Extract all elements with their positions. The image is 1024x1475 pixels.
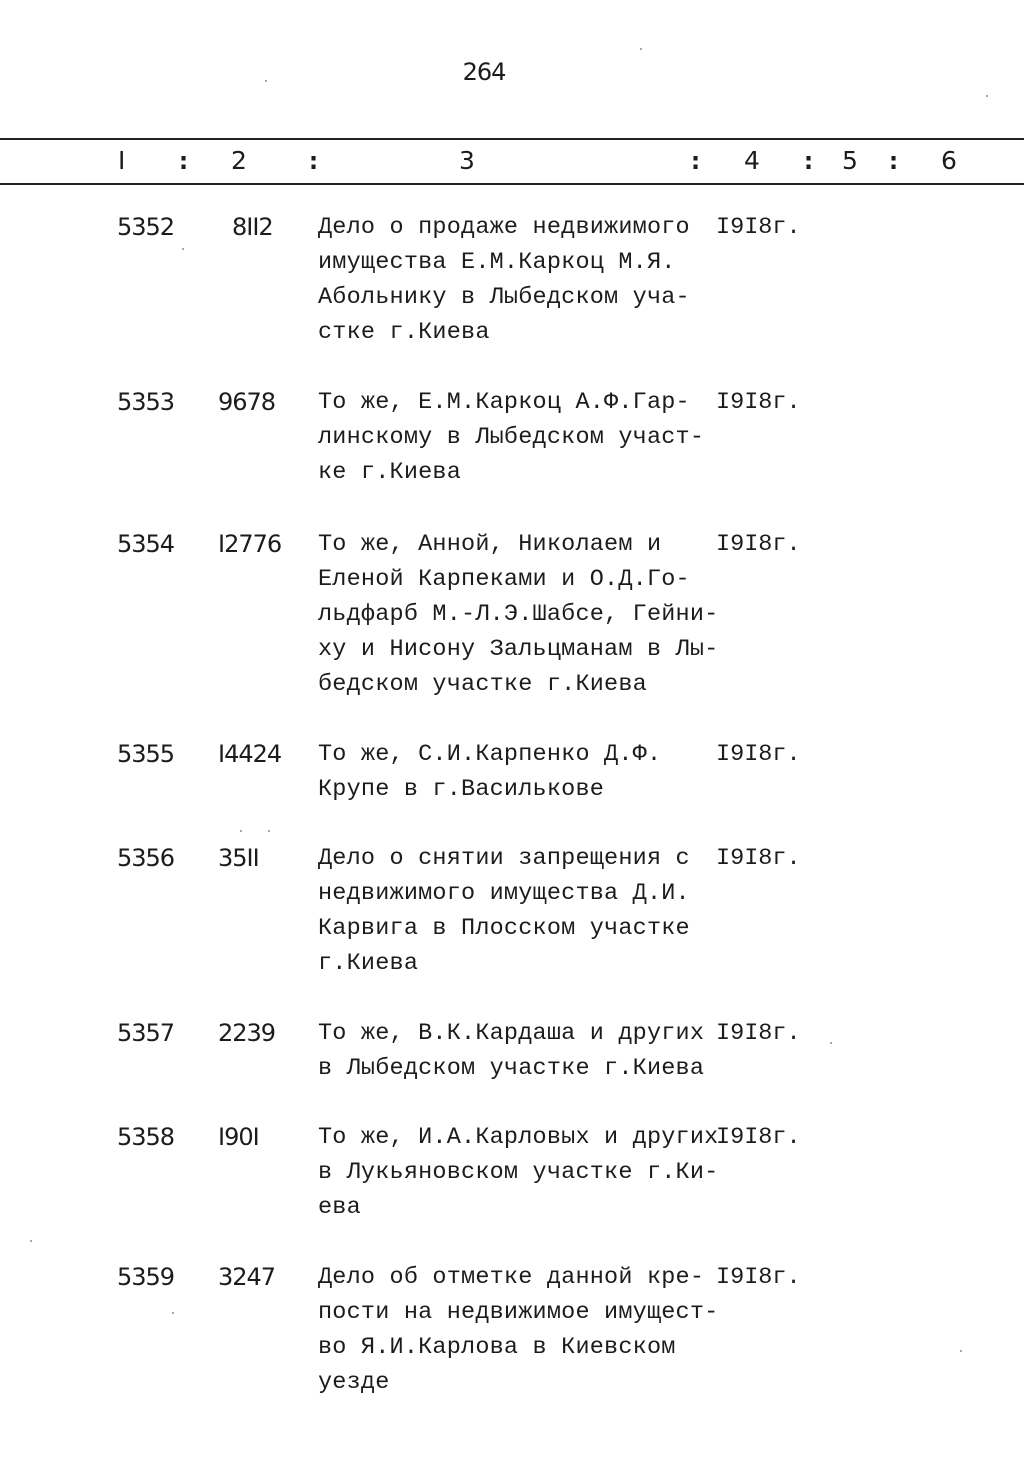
entry-description xyxy=(318,841,728,981)
entry-description xyxy=(318,1016,728,1086)
entry-number: 5352 xyxy=(117,213,175,241)
entry-year: I9I8г. xyxy=(716,845,801,872)
column-header-6: 6 xyxy=(941,146,957,175)
description-line: Еленой Карпеками и О.Д.Го- xyxy=(318,566,690,593)
entry-description xyxy=(318,210,728,350)
description-line: ху и Нисону Зальцманам в Лы- xyxy=(318,636,719,663)
scan-speck xyxy=(172,1312,174,1314)
entry-description xyxy=(318,385,728,490)
description-line: То же, С.И.Карпенко Д.Ф. xyxy=(318,741,662,768)
column-separator: : xyxy=(688,146,704,175)
description-line: ке г.Киева xyxy=(318,459,462,486)
description-line: Дело о продаже недвижимого xyxy=(318,214,690,241)
entry-old-number: I90I xyxy=(218,1123,259,1151)
header-bottom-rule xyxy=(0,183,1024,185)
scan-speck xyxy=(30,1240,32,1242)
entry-year: I9I8г. xyxy=(716,531,801,558)
scan-speck xyxy=(240,830,242,832)
column-header-1: I xyxy=(118,146,126,175)
entry-year: I9I8г. xyxy=(716,1264,801,1291)
description-line: Дело об отметке данной кре- xyxy=(318,1264,705,1291)
description-line: во Я.И.Карлова в Киевском xyxy=(318,1334,676,1361)
column-header-3: 3 xyxy=(459,146,475,175)
scan-speck xyxy=(986,95,988,97)
entry-number: 5359 xyxy=(117,1263,175,1291)
column-separator: : xyxy=(886,146,902,175)
description-line: льдфарб М.-Л.Э.Шабсе, Гейни- xyxy=(318,601,719,628)
description-line: То же, Анной, Николаем и xyxy=(318,531,662,558)
description-line: Абольнику в Лыбедском уча- xyxy=(318,284,690,311)
entry-old-number: I2776 xyxy=(218,530,282,558)
entry-year: I9I8г. xyxy=(716,741,801,768)
entry-number: 5355 xyxy=(117,740,175,768)
description-line: уезде xyxy=(318,1369,390,1396)
entry-number: 5358 xyxy=(117,1123,175,1151)
page-number: 264 xyxy=(462,58,506,86)
description-line: г.Киева xyxy=(318,950,419,977)
entry-year: I9I8г. xyxy=(716,389,801,416)
column-separator: : xyxy=(306,146,322,175)
entry-old-number: I4424 xyxy=(218,740,282,768)
scan-speck xyxy=(830,1042,832,1044)
scan-speck xyxy=(640,48,642,50)
scan-speck xyxy=(182,248,184,250)
entry-description xyxy=(318,527,728,702)
column-separator: : xyxy=(801,146,817,175)
entry-old-number: 35II xyxy=(218,844,259,872)
entry-number: 5353 xyxy=(117,388,175,416)
entry-year: I9I8г. xyxy=(716,214,801,241)
entry-description xyxy=(318,737,728,807)
entry-old-number: 8II2 xyxy=(232,213,273,241)
entry-number: 5354 xyxy=(117,530,175,558)
entry-description xyxy=(318,1120,728,1225)
entry-old-number: 3247 xyxy=(218,1263,276,1291)
column-header-5: 5 xyxy=(842,146,858,175)
description-line: То же, И.А.Карловых и других xyxy=(318,1124,719,1151)
description-line: ева xyxy=(318,1194,361,1221)
description-line: недвижимого имущества Д.И. xyxy=(318,880,690,907)
description-line: Карвига в Плосском участке xyxy=(318,915,690,942)
entry-description xyxy=(318,1260,728,1400)
entry-number: 5357 xyxy=(117,1019,175,1047)
scan-speck xyxy=(265,80,267,82)
entry-year: I9I8г. xyxy=(716,1020,801,1047)
description-line: стке г.Киева xyxy=(318,319,490,346)
scan-speck xyxy=(960,1350,962,1352)
header-top-rule xyxy=(0,138,1024,140)
entry-year: I9I8г. xyxy=(716,1124,801,1151)
column-header-row xyxy=(0,142,1024,180)
entry-old-number: 2239 xyxy=(218,1019,276,1047)
description-line: Крупе в г.Василькове xyxy=(318,776,605,803)
description-line: То же, Е.М.Каркоц А.Ф.Гар- xyxy=(318,389,690,416)
description-line: имущества Е.М.Каркоц М.Я. xyxy=(318,249,676,276)
column-header-4: 4 xyxy=(744,146,760,175)
description-line: бедском участке г.Киева xyxy=(318,671,647,698)
scan-speck xyxy=(268,830,270,832)
entry-old-number: 9678 xyxy=(218,388,276,416)
description-line: в Лукьяновском участке г.Ки- xyxy=(318,1159,719,1186)
column-separator: : xyxy=(176,146,192,175)
description-line: Дело о снятии запрещения с xyxy=(318,845,690,872)
entry-number: 5356 xyxy=(117,844,175,872)
description-line: линскому в Лыбедском участ- xyxy=(318,424,705,451)
description-line: пости на недвижимое имущест- xyxy=(318,1299,719,1326)
column-header-2: 2 xyxy=(231,146,247,175)
description-line: в Лыбедском участке г.Киева xyxy=(318,1055,705,1082)
description-line: То же, В.К.Кардаша и других xyxy=(318,1020,705,1047)
